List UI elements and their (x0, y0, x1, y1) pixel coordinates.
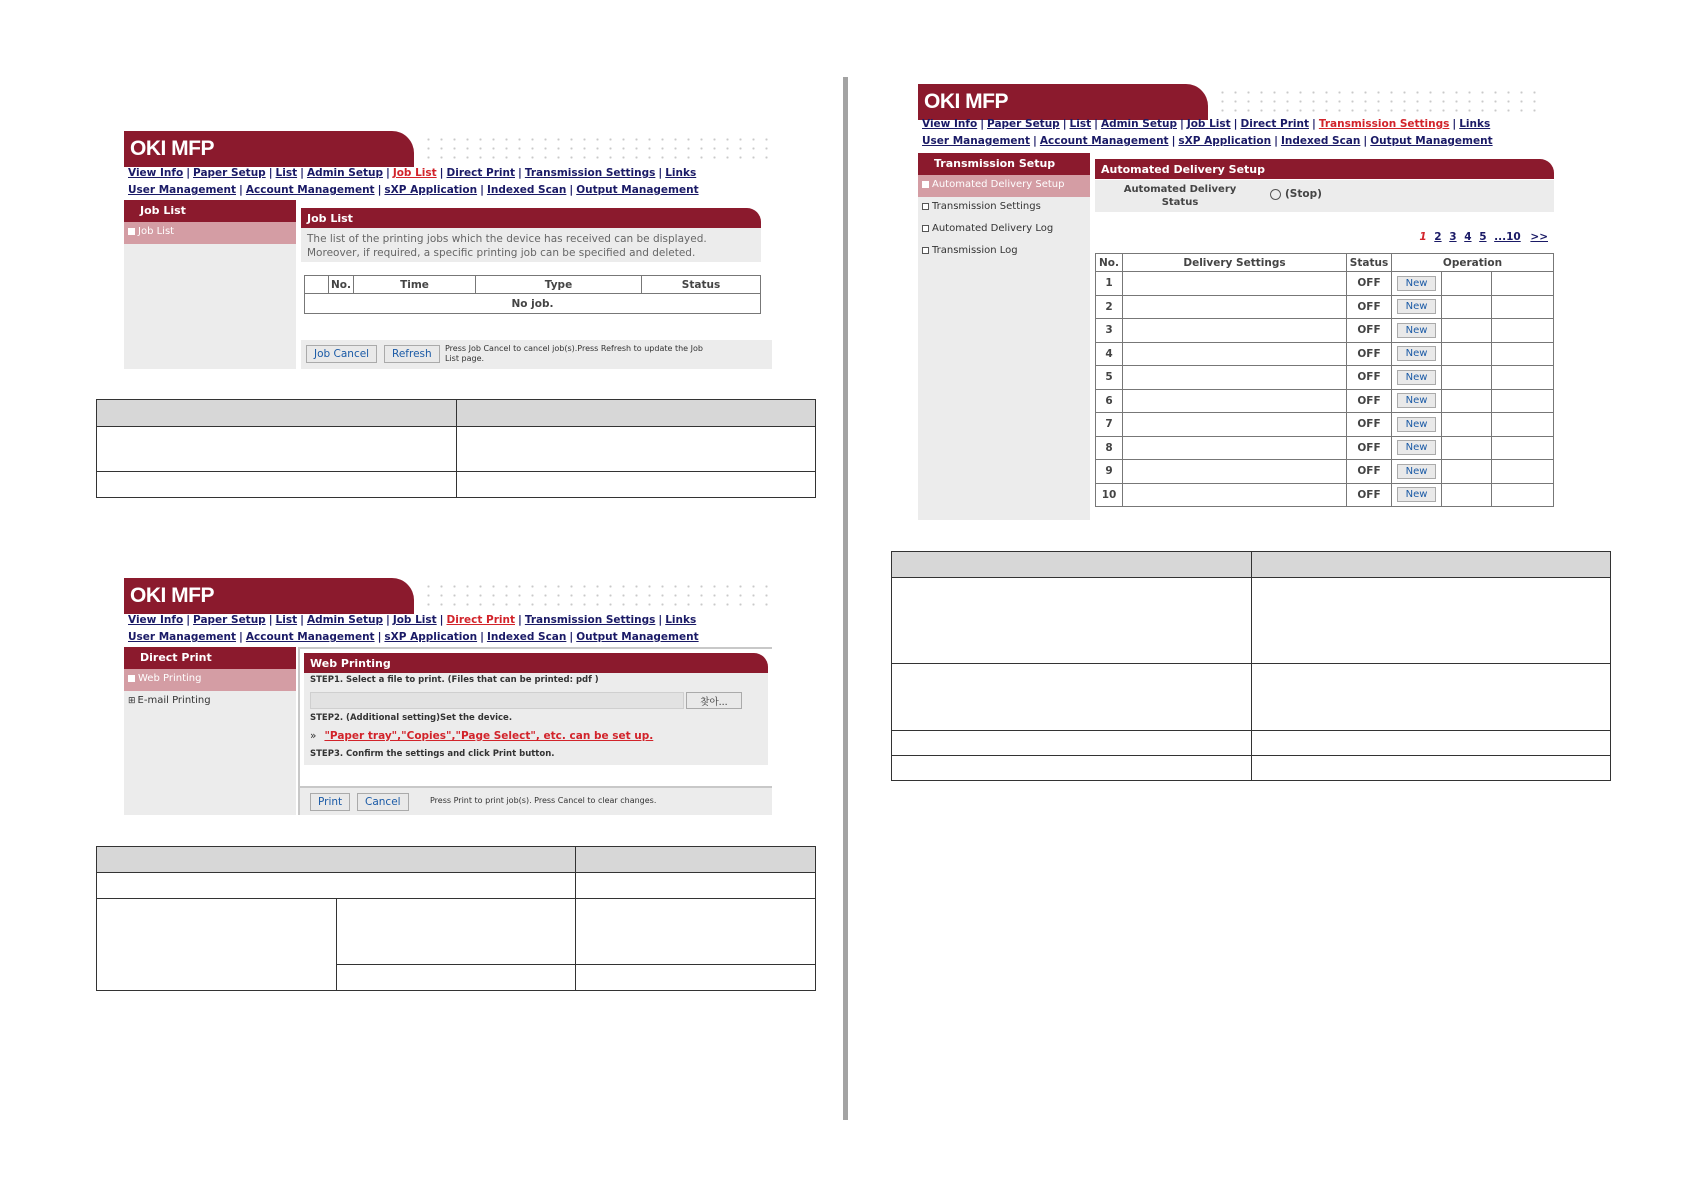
nav-link[interactable]: User Management (128, 184, 237, 196)
table-cell (892, 578, 1252, 664)
table-cell (97, 899, 337, 991)
page-link[interactable]: 4 (1464, 231, 1472, 243)
table-cell (457, 400, 816, 427)
table-cell (97, 472, 457, 498)
transmission-panel (918, 84, 1554, 520)
delivery-settings-cell (1123, 436, 1347, 460)
table-cell (97, 400, 457, 427)
table-cell (576, 847, 816, 873)
nav-separator: | (1033, 135, 1037, 147)
nav-link[interactable]: sXP Application (384, 631, 478, 643)
job-table (304, 275, 761, 314)
nav-separator: | (268, 167, 273, 179)
bullet-icon (922, 181, 929, 188)
new-button[interactable]: New (1397, 346, 1437, 361)
sidebar-item-job-list[interactable]: Job List (124, 222, 296, 244)
nav-link[interactable]: Account Management (1039, 135, 1169, 147)
column-header: Type (476, 276, 642, 294)
nav-link[interactable]: List (275, 167, 298, 179)
hint-text: Press Print to print job(s). Press Cancel to clear changes. (430, 796, 657, 805)
operation-cell (1442, 342, 1492, 366)
column-header: Status (1347, 254, 1392, 272)
nav-separator: | (268, 614, 273, 626)
nav-separator: | (1363, 135, 1368, 147)
nav-link[interactable]: Job List (392, 167, 437, 179)
column-header: Time (354, 276, 476, 294)
table-cell (97, 847, 576, 873)
operation-cell (1392, 366, 1442, 390)
nav-link[interactable]: Output Management (576, 184, 699, 196)
stop-radio[interactable] (1270, 189, 1281, 200)
banner-dots (422, 135, 772, 165)
page-link[interactable]: ...10 (1494, 231, 1521, 243)
status-cell: OFF (1347, 483, 1392, 507)
operation-cell (1492, 295, 1554, 319)
nav-link[interactable]: Links (1459, 118, 1491, 130)
nav-separator: | (980, 118, 985, 130)
delivery-settings-cell (1123, 460, 1347, 484)
table-cell (337, 965, 576, 991)
nav-link[interactable]: Job List (392, 614, 437, 626)
table-cell (576, 873, 816, 899)
nav-separator: | (385, 167, 390, 179)
column-header: Status (642, 276, 761, 294)
sidebar-title: Transmission Setup (918, 153, 1090, 175)
brand-banner (918, 84, 1208, 120)
operation-cell (1442, 483, 1492, 507)
operation-cell (1442, 366, 1492, 390)
sidebar-title: Job List (124, 200, 296, 222)
nav-row-2 (128, 184, 699, 196)
table-cell (1252, 552, 1611, 578)
sidebar (124, 647, 296, 815)
nav-separator: | (439, 614, 444, 626)
new-button[interactable]: New (1397, 487, 1437, 502)
operation-cell (1392, 413, 1442, 437)
nav-link[interactable]: List (1069, 118, 1092, 130)
table-row (1096, 436, 1554, 460)
content-area (301, 208, 772, 369)
step2-text: STEP2. (Additional setting)Set the device. (304, 711, 768, 729)
cancel-button[interactable]: Cancel (357, 793, 409, 811)
table-row (1096, 413, 1554, 437)
sidebar-title: Direct Print (124, 647, 296, 669)
reference-table-1 (96, 399, 816, 498)
delivery-table (1095, 253, 1554, 507)
nav-separator: | (239, 184, 243, 196)
operation-cell (1442, 460, 1492, 484)
nav-link[interactable]: Indexed Scan (486, 184, 567, 196)
nav-row-1 (128, 167, 696, 179)
new-button[interactable]: New (1397, 464, 1437, 479)
delivery-status-label: Automated Delivery Status (1123, 184, 1237, 208)
row-number: 1 (1096, 272, 1123, 296)
operation-cell (1492, 483, 1554, 507)
nav-separator: | (186, 167, 191, 179)
action-bar (300, 786, 772, 815)
operation-cell (1392, 436, 1442, 460)
column-header: Delivery Settings (1123, 254, 1347, 272)
status-cell: OFF (1347, 342, 1392, 366)
setup-link[interactable]: "Paper tray","Copies","Page Select", etc. can be set up. (324, 730, 654, 742)
operation-cell (1442, 295, 1492, 319)
banner-dots (1216, 88, 1546, 118)
bullet-icon (922, 203, 929, 210)
nav-separator: | (300, 614, 304, 626)
nav-row-2 (128, 631, 699, 643)
status-cell: OFF (1347, 460, 1392, 484)
nav-separator: | (518, 614, 522, 626)
table-cell (1252, 664, 1611, 731)
nav-link[interactable]: Links (665, 614, 697, 626)
table-cell (892, 731, 1252, 756)
operation-cell (1392, 342, 1442, 366)
table-cell (97, 873, 576, 899)
action-bar (301, 340, 772, 369)
row-number: 2 (1096, 295, 1123, 319)
operation-cell (1392, 389, 1442, 413)
operation-cell (1442, 319, 1492, 343)
nav-separator: | (1312, 118, 1316, 130)
nav-separator: | (239, 631, 243, 643)
sidebar-item-web-printing[interactable]: Web Printing (124, 669, 296, 691)
sidebar (124, 200, 296, 369)
bullet-icon (128, 675, 135, 682)
nav-link[interactable]: Admin Setup (1100, 118, 1177, 130)
operation-cell (1392, 483, 1442, 507)
nav-separator: | (480, 184, 484, 196)
file-path-input[interactable] (310, 692, 684, 709)
operation-cell (1392, 319, 1442, 343)
reference-table-3 (891, 551, 1611, 781)
table-cell (1252, 578, 1611, 664)
table-cell (892, 664, 1252, 731)
operation-cell (1492, 319, 1554, 343)
table-cell (892, 756, 1252, 781)
nav-separator: | (1171, 135, 1176, 147)
bullet-icon (922, 225, 929, 232)
brand-banner (124, 578, 414, 614)
table-row (1096, 342, 1554, 366)
empty-message: No job. (305, 294, 761, 314)
browse-button[interactable]: 찾아... (686, 692, 742, 709)
column-header: Operation (1392, 254, 1554, 272)
content-description: The list of the printing jobs which the device has received can be displayed. Moreover, if required, a specific printing job can be specified and deleted. (301, 228, 761, 262)
content-title: Automated Delivery Setup (1095, 159, 1554, 179)
step1-text: STEP1. Select a file to print. (Files that can be printed: pdf ) (304, 673, 768, 689)
nav-separator: | (1062, 118, 1067, 130)
nav-row-2 (922, 135, 1493, 147)
nav-separator: | (439, 167, 444, 179)
nav-link[interactable]: View Info (922, 118, 978, 130)
nav-separator: | (480, 631, 484, 643)
nav-link[interactable]: Job List (1186, 118, 1231, 130)
content-title: Web Printing (304, 653, 768, 673)
delivery-settings-cell (1123, 295, 1347, 319)
nav-link[interactable]: List (275, 614, 298, 626)
page-link[interactable]: 2 (1434, 231, 1442, 243)
nav-separator: | (569, 184, 574, 196)
operation-cell (1442, 389, 1492, 413)
nav-link[interactable]: Paper Setup (987, 118, 1060, 130)
sidebar-item-transmission-settings[interactable]: Transmission Settings (918, 197, 1090, 219)
page-link[interactable]: 3 (1449, 231, 1457, 243)
nav-link[interactable]: Indexed Scan (1280, 135, 1361, 147)
nav-link[interactable]: Indexed Scan (486, 631, 567, 643)
joblist-panel (124, 131, 772, 369)
nav-separator: | (385, 614, 390, 626)
operation-cell (1442, 436, 1492, 460)
nav-separator: | (1094, 118, 1098, 130)
row-number: 3 (1096, 319, 1123, 343)
operation-cell (1492, 272, 1554, 296)
row-number: 9 (1096, 460, 1123, 484)
row-number: 8 (1096, 436, 1123, 460)
sidebar-item-email-printing[interactable]: ⊞ E-mail Printing (128, 695, 211, 706)
sidebar-item-automated-delivery-log[interactable]: Automated Delivery Log (918, 219, 1090, 241)
content-area (1095, 159, 1554, 520)
checkbox-column-header (305, 276, 329, 294)
nav-separator: | (377, 184, 382, 196)
nav-link[interactable]: Transmission Settings (1318, 118, 1450, 130)
table-row (1096, 483, 1554, 507)
nav-link[interactable]: View Info (128, 167, 184, 179)
nav-separator: | (1274, 135, 1278, 147)
row-number: 7 (1096, 413, 1123, 437)
new-button[interactable]: New (1397, 393, 1437, 408)
nav-link[interactable]: View Info (128, 614, 184, 626)
nav-separator: | (1179, 118, 1184, 130)
banner-dots (422, 582, 772, 612)
brand-banner (124, 131, 414, 167)
new-button[interactable]: New (1397, 276, 1437, 291)
table-cell (1252, 756, 1611, 781)
directprint-panel (124, 578, 772, 815)
table-cell (576, 899, 816, 965)
column-header: No. (329, 276, 354, 294)
nav-link[interactable]: Account Management (245, 631, 375, 643)
print-button[interactable]: Print (310, 793, 350, 811)
nav-separator: | (658, 167, 663, 179)
arrow-icon: » (310, 730, 317, 742)
nav-link[interactable]: Direct Print (446, 614, 515, 626)
status-cell: OFF (1347, 319, 1392, 343)
page-divider (843, 77, 848, 1120)
nav-separator: | (1233, 118, 1238, 130)
table-cell (337, 899, 576, 965)
table-cell (457, 472, 816, 498)
nav-link[interactable]: Output Management (1370, 135, 1493, 147)
nav-separator: | (569, 631, 574, 643)
row-number: 5 (1096, 366, 1123, 390)
file-row (304, 689, 768, 711)
pagination (1419, 231, 1548, 243)
table-row (1096, 319, 1554, 343)
status-cell: OFF (1347, 389, 1392, 413)
operation-cell (1492, 366, 1554, 390)
row-number: 6 (1096, 389, 1123, 413)
table-cell (576, 965, 816, 991)
row-number: 4 (1096, 342, 1123, 366)
nav-separator: | (186, 614, 191, 626)
brand-logo: OKI MFP (130, 584, 214, 607)
table-row (1096, 460, 1554, 484)
nav-separator: | (518, 167, 522, 179)
nav-link[interactable]: Direct Print (446, 167, 515, 179)
new-button[interactable]: New (1397, 323, 1437, 338)
nav-separator: | (300, 167, 304, 179)
nav-link[interactable]: Admin Setup (306, 167, 383, 179)
table-row (1096, 272, 1554, 296)
table-cell (1252, 731, 1611, 756)
delivery-settings-cell (1123, 272, 1347, 296)
table-cell (892, 552, 1252, 578)
content-title: Job List (301, 208, 761, 228)
nav-link[interactable]: Direct Print (1240, 118, 1309, 130)
operation-cell (1492, 413, 1554, 437)
step3-text: STEP3. Confirm the settings and click Print button. (304, 747, 768, 765)
nav-separator: | (377, 631, 382, 643)
content-area (298, 647, 772, 815)
status-cell: OFF (1347, 436, 1392, 460)
row-number: 10 (1096, 483, 1123, 507)
page-link[interactable]: 5 (1479, 231, 1487, 243)
new-button[interactable]: New (1397, 440, 1437, 455)
operation-cell (1492, 436, 1554, 460)
nav-row-1 (128, 614, 696, 626)
nav-separator: | (658, 614, 663, 626)
delivery-settings-cell (1123, 389, 1347, 413)
delivery-settings-cell (1123, 413, 1347, 437)
new-button[interactable]: New (1397, 417, 1437, 432)
operation-cell (1492, 460, 1554, 484)
delivery-settings-cell (1123, 366, 1347, 390)
column-header: No. (1096, 254, 1123, 272)
operation-cell (1492, 389, 1554, 413)
sidebar-item-transmission-log[interactable]: Transmission Log (918, 241, 1090, 263)
status-cell: OFF (1347, 366, 1392, 390)
bullet-icon (128, 228, 135, 235)
nav-link[interactable]: User Management (922, 135, 1031, 147)
new-button[interactable]: New (1397, 299, 1437, 314)
nav-link[interactable]: Transmission Settings (524, 167, 656, 179)
reference-table-2 (96, 846, 816, 991)
status-cell: OFF (1347, 272, 1392, 296)
sidebar (918, 153, 1090, 520)
nav-link[interactable]: Account Management (245, 184, 375, 196)
status-cell: OFF (1347, 295, 1392, 319)
delivery-settings-cell (1123, 342, 1347, 366)
nav-link[interactable]: sXP Application (384, 184, 478, 196)
operation-cell (1392, 295, 1442, 319)
brand-logo: OKI MFP (924, 90, 1008, 113)
sidebar-item-automated-delivery-setup[interactable]: Automated Delivery Setup (918, 175, 1090, 197)
operation-cell (1392, 460, 1442, 484)
table-row (1096, 295, 1554, 319)
table-row (1096, 366, 1554, 390)
next-page-link[interactable]: >> (1530, 231, 1548, 243)
operation-cell (1492, 342, 1554, 366)
nav-link[interactable]: Admin Setup (306, 614, 383, 626)
new-button[interactable]: New (1397, 370, 1437, 385)
nav-link[interactable]: User Management (128, 631, 237, 643)
delivery-status-row (1095, 180, 1554, 212)
nav-link[interactable]: Transmission Settings (524, 614, 656, 626)
status-cell: OFF (1347, 413, 1392, 437)
nav-separator: | (1452, 118, 1457, 130)
operation-cell (1392, 272, 1442, 296)
operation-cell (1442, 272, 1492, 296)
nav-row-1 (922, 118, 1490, 130)
delivery-settings-cell (1123, 483, 1347, 507)
hint-text: Press Job Cancel to cancel job(s).Press Refresh to update the Job List page. (445, 344, 703, 363)
operation-cell (1442, 413, 1492, 437)
table-row (1096, 389, 1554, 413)
nav-link[interactable]: Paper Setup (193, 614, 266, 626)
setup-link-row (304, 729, 768, 747)
bullet-icon (922, 247, 929, 254)
table-cell (97, 427, 457, 472)
job-cancel-button[interactable]: Job Cancel (306, 345, 377, 363)
nav-link[interactable]: Paper Setup (193, 167, 266, 179)
delivery-status-value: (Stop) (1270, 188, 1322, 200)
table-cell (457, 427, 816, 472)
page-link[interactable]: 1 (1419, 231, 1427, 243)
nav-link[interactable]: Links (665, 167, 697, 179)
expand-icon: ⊞ (128, 696, 136, 706)
nav-link[interactable]: Output Management (576, 631, 699, 643)
brand-logo: OKI MFP (130, 137, 214, 160)
refresh-button[interactable]: Refresh (384, 345, 440, 363)
nav-link[interactable]: sXP Application (1178, 135, 1272, 147)
delivery-settings-cell (1123, 319, 1347, 343)
